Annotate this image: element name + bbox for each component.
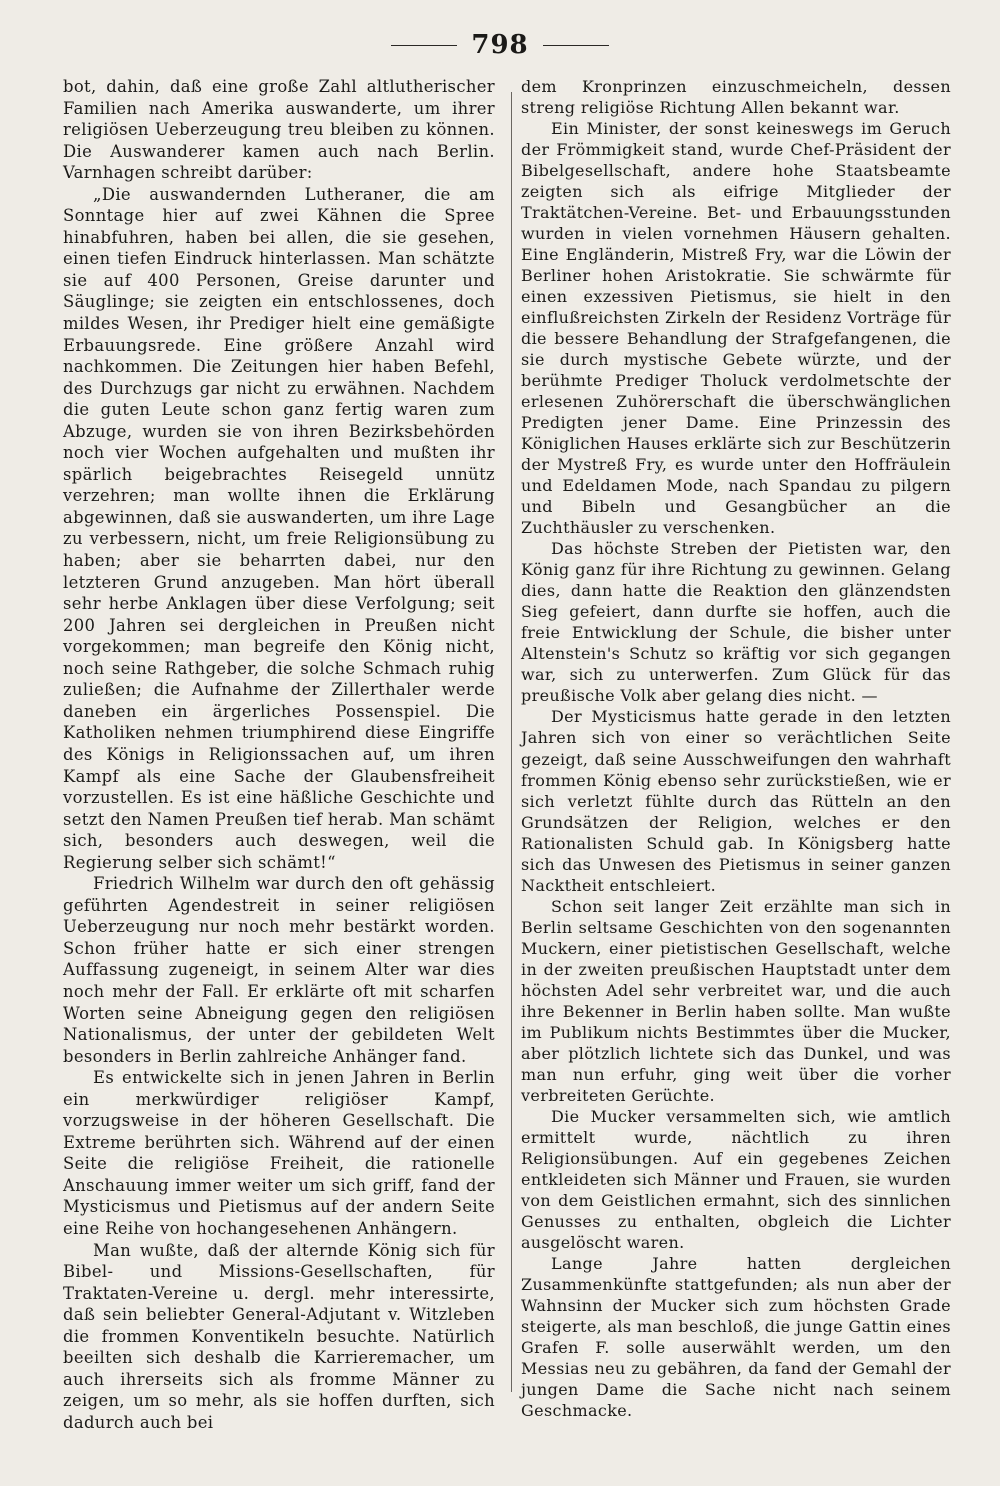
paragraph: Ein Minister, der sonst keineswegs im Geruch der Frömmigkeit stand, wurde Chef-Präsident der Bibelgesellschaft, andere hohe Staatsbeamte zeigten sich als eifrige Mitglieder der Traktätchen-Vereine. Bet- und Erbauungsstunden wurden in vielen vornehmen Häusern gehalten. Eine Engländerin, Mistreß Fry, war die Löwin der Berliner hohen Aristokratie. Sie schwärmte für einen exzessiven Pietismus, sie hielt in den einflußreichsten Zirkeln der Residenz Vorträge für die bessere Behandlung der Strafgefangenen, die sie durch mystische Gebete würzte, und der berühmte Prediger Tholuck verdolmetschte der erlesenen Zuhörerschaft die überschwänglichen Predigten jener Dame. Eine Prinzessin des Königlichen Hauses erklärte sich zur Beschützerin der Mystreß Fry, es wurde unter den Hoffräulein und Edeldamen Mode, nach Spandau zu pilgern und Bibeln und Gesangbücher an die Zuchthäusler zu verschenken. [521,119,951,538]
page-header [0,30,1000,60]
paragraph: Das höchste Streben der Pietisten war, den König ganz für ihre Richtung zu gewinnen. Gelang dies, dann hatte die Reaktion den glänzendsten Sieg gefeiert, dann durfte sie hoffen, auch die freie Entwicklung der Schule, die bisher unter Altenstein's Schutz so kräftig vor sich gegangen war, sich zu unterwerfen. Zum Glück für das preußische Volk aber gelang dies nicht. — [521,539,951,706]
column-divider [511,92,512,1392]
header-rule-left [391,45,457,46]
paragraph: Der Mysticismus hatte gerade in den letzten Jahren sich von einer so verächtlichen Seite gezeigt, daß seine Ausschweifungen den wahrhaft frommen König ebenso sehr zurückstießen, wie er sich verletzt fühlte durch das Rütteln an den Grundsätzen der Religion, welches er den Rationalisten Schuld gab. In Königsberg hatte sich das Unwesen des Pietismus in seiner ganzen Nacktheit entschleiert. [521,707,951,895]
paragraph: Die Mucker versammelten sich, wie amtlich ermittelt wurde, nächtlich zu ihren Religionsübungen. Auf ein gegebenes Zeichen entkleideten sich Männer und Frauen, sie wurden von dem Geistlichen ermahnt, sich des sinnlichen Genusses zu enthalten, obgleich die Lichter ausgelöscht waren. [521,1106,951,1252]
paragraph: dem Kronprinzen einzuschmeicheln, dessen streng religiöse Richtung Allen bekannt war. [521,77,951,118]
paragraph: Man wußte, daß der alternde König sich für Bibel- und Missions-Gesellschaften, für Traktaten-Vereine u. dergl. mehr interessirte, daß sein beliebter General-Adjutant v. Witzleben die frommen Konventikeln besuchte. Natürlich beeilten sich deshalb die Karrieremacher, um auch ihrerseits sich als fromme Männer zu zeigen, um so mehr, als sie hoffen durften, sich dadurch auch bei [63,1240,495,1432]
paragraph: Es entwickelte sich in jenen Jahren in Berlin ein merkwürdiger religiöser Kampf, vorzugsweise in der höheren Gesellschaft. Die Extreme berührten sich. Während auf der einen Seite die religiöse Freiheit, die rationelle Anschauung immer weiter um sich griff, fand der Mysticismus und Pietismus auf der andern Seite eine Reihe von hochangesehenen Anhängern. [63,1068,495,1238]
paragraph: Schon seit langer Zeit erzählte man sich in Berlin seltsame Geschichten von den sogenannten Muckern, einer pietistischen Gesellschaft, welche in der zweiten preußischen Hauptstadt unter dem höchsten Adel sehr verbreitet war, und die auch ihre Bekenner in Berlin haben sollte. Man wußte im Publikum nichts Bestimmtes über die Mucker, aber plötzlich lichtete sich das Dunkel, und was man nun erfuhr, ging weit über die vorher verbreiteten Gerüchte. [521,896,951,1105]
header-rule-right [543,45,609,46]
paragraph: bot, dahin, daß eine große Zahl altlutherischer Familien nach Amerika auswanderte, um ihrer religiösen Ueberzeugung treu bleiben zu können. Die Auswanderer kamen auch nach Berlin. Varnhagen schreibt darüber: [63,77,495,183]
paragraph: Lange Jahre hatten dergleichen Zusammenkünfte stattgefunden; als nun aber der Wahnsinn der Mucker sich zum höchsten Grade steigerte, als man beschloß, die junge Gattin eines Grafen F. solle auserwählt werden, um den Messias neu zu gebähren, da fand der Gemahl der jungen Dame die Sache nicht nach seinem Geschmacke. [521,1253,951,1420]
right-column [521,76,951,1421]
left-column [63,76,495,1433]
paragraph: Friedrich Wilhelm war durch den oft gehässig geführten Agendestreit in seiner religiösen Ueberzeugung nur noch mehr bestärkt worden. Schon früher hatte er sich einer strengen Auffassung zugeneigt, in seinem Alter war dies noch mehr der Fall. Er erklärte oft mit scharfen Worten seine Abneigung gegen den religiösen Nationalismus, der unter der gebildeten Welt besonders in Berlin zahlreiche Anhänger fand. [63,874,495,1066]
page-number: 798 [471,30,529,60]
quotation-paragraph: „Die auswandernden Lutheraner, die am Sonntage hier auf zwei Kähnen die Spree hinabfuhren, haben bei allen, die sie gesehen, einen tiefen Eindruck hinterlassen. Man schätzte sie auf 400 Personen, Greise darunter und Säuglinge; sie zeigten ein entschlossenes, doch mildes Wesen, ihr Prediger hielt eine gemäßigte Erbauungsrede. Eine größere Anzahl wird nachkommen. Die Zeitungen hier haben Befehl, des Durchzugs gar nicht zu erwähnen. Nachdem die guten Leute schon ganz fertig waren zum Abzuge, wurden sie von ihren Bezirksbehörden noch vier Wochen aufgehalten und mußten ihr spärlich beigebrachtes Reisegeld unnütz verzehren; man wollte ihnen die Erklärung abgewinnen, daß sie auswanderten, um ihre Lage zu verbessern, nicht, um freie Religionsübung zu haben; aber sie beharrten dabei, nur den letzteren Grund anzugeben. Man hört überall sehr herbe Anklagen über diese Verfolgung; seit 200 Jahren sei dergleichen in Preußen nicht vorgekommen; man begreife den König nicht, noch seine Rathgeber, die solche Schmach ruhig zuließen; die Aufnahme der Zillerthaler werde daneben ein ärgerliches Possenspiel. Die Katholiken nehmen triumphirend diese Eingriffe des Königs in Religionssachen auf, um ihren Kampf als eine Sache der Glaubensfreiheit vorzustellen. Es ist eine häßliche Geschichte und setzt den Namen Preußen tief herab. Man schämt sich, besonders auch deswegen, weil die Regierung selber sich schämt!“ [63,184,495,872]
